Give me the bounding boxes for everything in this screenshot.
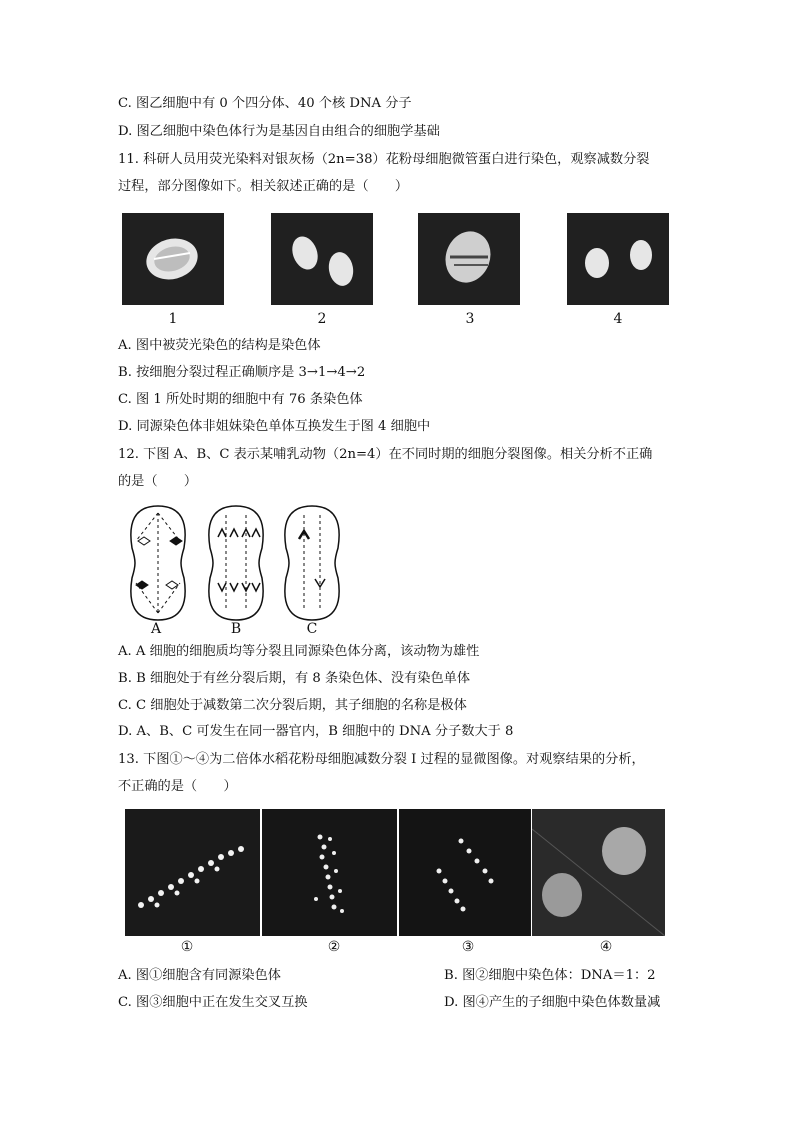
fig11-panel-3 xyxy=(418,213,520,305)
q11-option-b: B. 按细胞分裂过程正确顺序是 3→1→4→2 xyxy=(118,365,366,380)
fig11-label-2: 2 xyxy=(317,311,327,327)
fig12-diagram xyxy=(122,503,352,623)
fig13-panel-1 xyxy=(125,809,260,936)
fig13-panel-2 xyxy=(262,809,397,936)
q13-option-b: B. 图②细胞中染色体：DNA＝1：2 xyxy=(444,968,656,983)
q13-stem-line1: 13. 下图①～④为二倍体水稻花粉母细胞减数分裂 I 过程的显微图像。对观察结果的分析， xyxy=(118,752,645,767)
q12-option-a: A. A 细胞的细胞质均等分裂且同源染色体分离，该动物为雄性 xyxy=(118,644,480,659)
q10-option-d: D. 图乙细胞中染色体行为是基因自由组合的细胞学基础 xyxy=(118,124,440,139)
q11-stem-line2: 过程，部分图像如下。相关叙述正确的是（ ） xyxy=(118,179,409,194)
fig12-label-a: A xyxy=(150,621,162,637)
q11-option-d: D. 同源染色体非姐妹染色单体互换发生于图 4 细胞中 xyxy=(118,419,431,434)
fig13-label-2: ② xyxy=(327,939,341,955)
fig11-label-3: 3 xyxy=(465,311,475,327)
fig13-panel-4 xyxy=(532,809,665,936)
q12-option-b: B. B 细胞处于有丝分裂后期，有 8 条染色体、没有染色单体 xyxy=(118,671,471,686)
fig11-label-4: 4 xyxy=(613,311,623,327)
q12-option-c: C. C 细胞处于减数第二次分裂后期，其子细胞的名称是极体 xyxy=(118,698,467,713)
q11-stem-line1: 11. 科研人员用荧光染料对银灰杨（2n=38）花粉母细胞微管蛋白进行染色，观察减数分裂 xyxy=(118,152,650,167)
q11-option-c: C. 图 1 所处时期的细胞中有 76 条染色体 xyxy=(118,392,363,407)
fig12-label-c: C xyxy=(306,621,318,637)
fig11-panel-1 xyxy=(122,213,224,305)
fig11-panel-4 xyxy=(567,213,669,305)
fig13-label-1: ① xyxy=(180,939,194,955)
fig11-panel-2 xyxy=(271,213,373,305)
q13-option-c: C. 图③细胞中正在发生交叉互换 xyxy=(118,995,308,1010)
q12-option-d: D. A、B、C 可发生在同一器官内，B 细胞中的 DNA 分子数大于 8 xyxy=(118,724,514,739)
q13-option-d: D. 图④产生的子细胞中染色体数量减 xyxy=(444,995,661,1010)
fig13-label-4: ④ xyxy=(599,939,613,955)
q12-stem-line2: 的是（ ） xyxy=(118,474,198,489)
fig12-label-b: B xyxy=(230,621,242,637)
fig13-label-3: ③ xyxy=(461,939,475,955)
q13-stem-line2: 不正确的是（ ） xyxy=(118,779,237,794)
q13-option-a: A. 图①细胞含有同源染色体 xyxy=(118,968,281,983)
q10-option-c: C. 图乙细胞中有 0 个四分体、40 个核 DNA 分子 xyxy=(118,96,412,111)
q12-stem-line1: 12. 下图 A、B、C 表示某哺乳动物（2n=4）在不同时期的细胞分裂图像。相关分析不正确 xyxy=(118,447,653,462)
fig11-label-1: 1 xyxy=(168,311,178,327)
fig13-panel-3 xyxy=(399,809,531,936)
q11-option-a: A. 图中被荧光染色的结构是染色体 xyxy=(118,338,321,353)
